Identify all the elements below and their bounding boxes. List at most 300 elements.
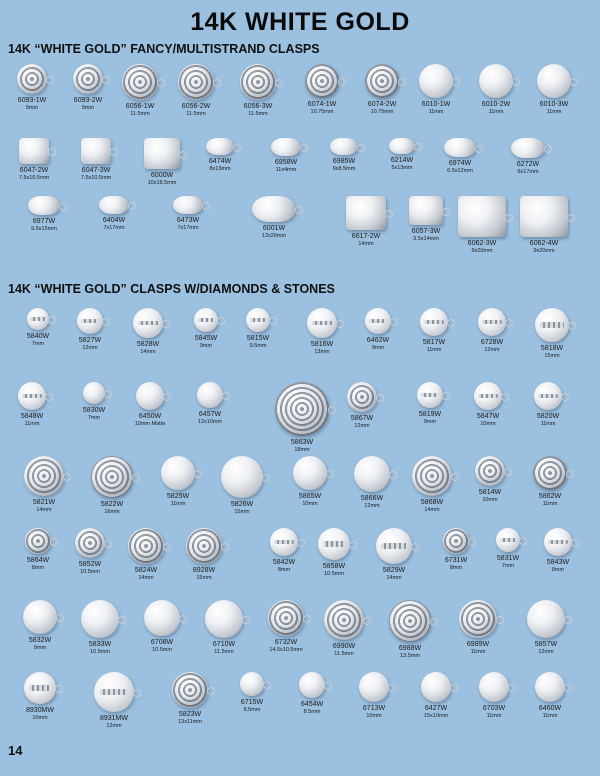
- product-size: 9mm: [33, 645, 47, 651]
- product-item: [514, 600, 578, 656]
- product-code: 5857W: [534, 641, 558, 648]
- product-size: 11mm: [24, 421, 40, 427]
- product-item: [270, 382, 334, 454]
- product-code: 6062-4W: [529, 240, 559, 247]
- section-title-diamond-clasps: 14K “WHITE GOLD” CLASPS W/DIAMONDS & STONES: [8, 282, 335, 296]
- clasp-image: [474, 382, 502, 410]
- product-item: [68, 600, 132, 656]
- product-size: 9mm: [81, 105, 95, 111]
- clasp-image: [25, 528, 51, 554]
- clasp-image: [144, 138, 180, 169]
- product-code: 5848W: [20, 413, 44, 420]
- clasp-image: [24, 456, 64, 496]
- product-size: 10x18.5mm: [147, 180, 177, 186]
- product-code: 6617-2W: [351, 233, 381, 240]
- clasp-image: [94, 672, 134, 712]
- product-code: 5830W: [82, 407, 106, 414]
- product-item: [446, 600, 510, 656]
- product-code: 6056-1W: [125, 103, 155, 110]
- product-code: 6047-3W: [81, 167, 111, 174]
- product-item: [82, 196, 146, 232]
- product-item: [108, 64, 172, 118]
- clasp-image: [389, 138, 415, 154]
- product-item: [12, 456, 76, 514]
- product-item: [496, 138, 560, 176]
- clasp-image: [544, 528, 572, 556]
- product-item: [404, 64, 468, 116]
- product-code: 6000W: [150, 172, 174, 179]
- product-code: 5832W: [28, 637, 52, 644]
- product-item: [164, 64, 228, 118]
- product-size: 11mm: [470, 649, 486, 655]
- product-item: [290, 308, 354, 356]
- clasp-image: [535, 308, 569, 342]
- product-item: [188, 138, 252, 173]
- product-size: 7x17mm: [177, 225, 199, 231]
- product-code: 6731W: [444, 557, 468, 564]
- product-code: 8928W: [192, 567, 216, 574]
- page-title: 14K WHITE GOLD: [190, 8, 410, 36]
- product-size: 7.5x10.5mm: [18, 175, 50, 181]
- product-size: 9.5mm: [249, 343, 267, 349]
- product-code: 6977W: [32, 218, 56, 225]
- product-item: [526, 528, 590, 574]
- clasp-image: [479, 64, 513, 98]
- clasp-image: [421, 672, 451, 702]
- product-code: 6074-1W: [307, 101, 337, 108]
- clasp-image: [511, 138, 545, 158]
- clasp-image: [458, 196, 506, 237]
- clasp-image: [144, 600, 180, 636]
- product-code: 5823W: [178, 711, 202, 718]
- product-size: 11.5mm: [186, 111, 206, 117]
- product-item: [80, 456, 144, 516]
- product-item: [428, 138, 492, 175]
- product-size: 7mm: [501, 563, 515, 569]
- product-code: 6462W: [366, 337, 390, 344]
- clasp-image: [28, 196, 60, 215]
- clasp-image: [535, 672, 565, 702]
- product-size: 6x8.5mm: [332, 166, 356, 172]
- product-size: 11x4mm: [275, 167, 297, 173]
- product-item: [242, 196, 306, 240]
- product-code: 6457W: [198, 411, 222, 418]
- clasp-image: [19, 138, 49, 164]
- clasp-image: [99, 196, 129, 214]
- product-item: [130, 600, 194, 654]
- product-code: 6074-2W: [367, 101, 397, 108]
- product-code: 6093-1W: [17, 97, 47, 104]
- product-code: 6450W: [138, 413, 162, 420]
- clasp-image: [221, 456, 263, 498]
- clasp-image: [478, 308, 506, 336]
- product-size: 10.5mm: [80, 569, 100, 575]
- product-code: 6728W: [480, 339, 504, 346]
- product-size: 12mm: [354, 423, 370, 429]
- product-size: 10.5mm: [90, 649, 110, 655]
- product-size: 14mm: [36, 507, 52, 513]
- product-code: 5858W: [322, 563, 346, 570]
- clasp-image: [77, 308, 103, 334]
- product-code: 6974W: [448, 160, 472, 167]
- product-code: 6713W: [362, 705, 386, 712]
- product-size: 12x10mm: [197, 419, 223, 425]
- product-item: [280, 672, 344, 716]
- product-item: [462, 672, 526, 720]
- product-item: [460, 308, 524, 354]
- product-item: [450, 196, 514, 255]
- clasp-image: [23, 600, 57, 634]
- clasp-image: [27, 308, 49, 330]
- product-item: [516, 382, 580, 428]
- product-size: 11mm: [540, 421, 556, 427]
- product-item: [254, 600, 318, 654]
- product-item: [226, 308, 290, 350]
- clasp-image: [419, 64, 453, 98]
- clasp-image: [268, 600, 304, 636]
- product-code: 6715W: [240, 699, 264, 706]
- product-size: 10.75mm: [370, 109, 394, 115]
- product-item: [2, 138, 66, 182]
- product-size: 13mm: [314, 349, 330, 355]
- product-item: [156, 196, 220, 232]
- product-item: [312, 600, 376, 658]
- product-item: [518, 456, 582, 508]
- clasp-image: [252, 196, 296, 222]
- product-size: 10.5mm: [324, 571, 344, 577]
- product-size: 11mm: [542, 501, 558, 507]
- product-size: 14mm: [140, 349, 156, 355]
- clasp-image: [128, 528, 164, 564]
- product-item: [330, 382, 394, 430]
- product-item: [0, 382, 64, 428]
- product-size: 8mm: [277, 567, 291, 573]
- clasp-image: [81, 138, 111, 164]
- product-code: 6703W: [482, 705, 506, 712]
- product-item: [130, 138, 194, 187]
- product-size: 6x17mm: [517, 169, 539, 175]
- clasp-image: [293, 456, 327, 490]
- product-code: 6958W: [274, 159, 298, 166]
- product-size: 14mm: [386, 575, 402, 581]
- product-code: 5814W: [478, 489, 502, 496]
- product-code: 6474W: [208, 158, 232, 165]
- product-code: 6988W: [398, 645, 422, 652]
- product-code: 6057-3W: [411, 228, 441, 235]
- product-code: 5864W: [26, 557, 50, 564]
- clasp-image: [161, 456, 195, 490]
- product-code: 5816W: [310, 341, 334, 348]
- clasp-image: [81, 600, 119, 638]
- product-size: 15mm: [196, 575, 212, 581]
- product-code: 6056-2W: [181, 103, 211, 110]
- clasp-image: [346, 196, 386, 230]
- product-size: 12mm: [484, 347, 500, 353]
- product-item: [458, 456, 522, 504]
- product-code: 8931MW: [99, 715, 128, 722]
- product-code: 6989W: [466, 641, 490, 648]
- clasp-image: [240, 64, 276, 100]
- product-item: [402, 308, 466, 354]
- clasp-image: [197, 382, 223, 408]
- product-size: 14.5x10.5mm: [269, 647, 303, 653]
- product-code: 5831W: [496, 555, 520, 562]
- clasp-image: [330, 138, 358, 155]
- product-item: [158, 672, 222, 726]
- product-code: 5819W: [418, 411, 442, 418]
- product-code: 6047-2W: [19, 167, 49, 174]
- product-item: [278, 456, 342, 508]
- product-code: 6710W: [212, 641, 236, 648]
- clasp-image: [365, 64, 399, 98]
- clasp-image: [537, 64, 571, 98]
- product-item: [518, 672, 582, 720]
- product-size: 15mm: [234, 509, 250, 515]
- product-code: 6990W: [332, 643, 356, 650]
- product-item: [8, 672, 72, 722]
- product-size: 7mm: [87, 415, 101, 421]
- product-size: 9.5x15mm: [31, 226, 57, 232]
- product-size: 7.5x10.5mm: [80, 175, 112, 181]
- product-item: [220, 672, 284, 714]
- product-code: 6272W: [516, 161, 540, 168]
- product-code: 5862W: [538, 493, 562, 500]
- product-size: 10mm: [480, 421, 496, 427]
- product-size: 9mm: [371, 345, 385, 351]
- product-size: 14mm: [138, 575, 154, 581]
- product-code: 6214W: [390, 157, 414, 164]
- clasp-image: [527, 600, 565, 638]
- product-item: [456, 382, 520, 428]
- product-item: [254, 138, 318, 174]
- product-item: [210, 456, 274, 516]
- clasp-image: [271, 138, 301, 156]
- clasp-image: [246, 308, 270, 332]
- product-item: [340, 456, 404, 510]
- clasp-image: [354, 456, 390, 492]
- product-code: 6010-2W: [481, 101, 511, 108]
- product-code: 5847W: [476, 413, 500, 420]
- clasp-image: [206, 138, 234, 155]
- product-size: 18mm: [294, 447, 310, 453]
- product-code: 5821W: [32, 499, 56, 506]
- product-size: 9mm: [25, 105, 39, 111]
- clasp-image: [444, 138, 476, 157]
- product-item: [512, 196, 576, 255]
- product-code: 5845W: [194, 335, 218, 342]
- product-size: 9mm: [199, 343, 213, 349]
- clasp-image: [347, 382, 377, 412]
- clasp-image: [420, 308, 448, 336]
- product-size: 13x11mm: [178, 719, 202, 725]
- product-code: 6001W: [262, 225, 286, 232]
- product-size: 10.75mm: [310, 109, 334, 115]
- product-item: [290, 64, 354, 116]
- clasp-image: [172, 672, 208, 708]
- product-size: 11mm: [426, 347, 442, 353]
- clasp-image: [459, 600, 497, 638]
- product-item: [394, 196, 458, 243]
- product-code: 6062-3W: [467, 240, 497, 247]
- product-code: 5828W: [136, 341, 160, 348]
- clasp-image: [307, 308, 337, 338]
- product-size: 5x13mm: [391, 165, 413, 171]
- product-item: [398, 382, 462, 426]
- product-code: 5825W: [166, 493, 190, 500]
- product-size: 10mm: [482, 497, 498, 503]
- product-size: 10.5mm: [152, 647, 172, 653]
- product-item: [464, 64, 528, 116]
- clasp-image: [376, 528, 412, 564]
- product-size: 10mm: [366, 713, 382, 719]
- clasp-image: [205, 600, 243, 638]
- clasp-image: [240, 672, 264, 696]
- product-item: [82, 672, 146, 730]
- product-item: [346, 308, 410, 352]
- clasp-image: [17, 64, 47, 94]
- clasp-image: [133, 308, 163, 338]
- product-item: [118, 382, 182, 428]
- clasp-image: [443, 528, 469, 554]
- product-code: 6985W: [332, 158, 356, 165]
- product-size: 11.5mm: [130, 111, 150, 117]
- product-size: 10mm Matte: [134, 421, 166, 427]
- product-size: 9x20mm: [533, 248, 555, 254]
- product-code: 5827W: [78, 337, 102, 344]
- clasp-image: [24, 672, 56, 704]
- product-item: [58, 528, 122, 576]
- clasp-image: [475, 456, 505, 486]
- product-code: 6010-1W: [421, 101, 451, 108]
- product-item: [178, 382, 242, 426]
- product-size: 11.5mm: [334, 651, 354, 657]
- clasp-image: [365, 308, 391, 334]
- clasp-image: [75, 528, 105, 558]
- product-item: [172, 528, 236, 582]
- product-code: 5852W: [78, 561, 102, 568]
- product-code: 5866W: [360, 495, 384, 502]
- product-item: [404, 672, 468, 720]
- product-size: 7mm: [31, 341, 45, 347]
- product-size: 9x20mm: [471, 248, 493, 254]
- product-code: 5842W: [272, 559, 296, 566]
- product-item: [116, 308, 180, 356]
- product-size: 11mm: [488, 109, 504, 115]
- product-size: 8x13mm: [209, 166, 231, 172]
- product-item: [226, 64, 290, 118]
- clasp-image: [73, 64, 103, 94]
- product-size: 12x26mm: [261, 233, 287, 239]
- product-code: 5815W: [246, 335, 270, 342]
- product-code: 5843W: [546, 559, 570, 566]
- product-size: 8mm: [551, 567, 565, 573]
- product-size: 16mm: [104, 509, 120, 515]
- clasp-image: [496, 528, 520, 552]
- clasp-image: [122, 64, 158, 100]
- product-code: 5865W: [298, 493, 322, 500]
- product-item: [58, 308, 122, 352]
- clasp-image: [186, 528, 222, 564]
- product-item: [192, 600, 256, 656]
- product-size: 12mm: [538, 649, 554, 655]
- product-item: [0, 64, 64, 112]
- product-code: 6056-3W: [243, 103, 273, 110]
- product-size: 11mm: [170, 501, 186, 507]
- clasp-image: [520, 196, 568, 237]
- product-item: [334, 196, 398, 248]
- clasp-image: [91, 456, 133, 498]
- product-size: 12mm: [106, 723, 122, 729]
- clasp-image: [318, 528, 350, 560]
- product-code: 5867W: [350, 415, 374, 422]
- product-size: 11mm: [542, 713, 558, 719]
- product-size: 10mm: [302, 501, 318, 507]
- page-number: 14: [8, 743, 23, 758]
- product-item: [312, 138, 376, 173]
- product-code: 5840W: [26, 333, 50, 340]
- product-code: 6708W: [150, 639, 174, 646]
- product-code: 6427W: [424, 705, 448, 712]
- section-title-fancy-clasps: 14K “WHITE GOLD” FANCY/MULTISTRAND CLASPS: [8, 42, 320, 56]
- clasp-image: [173, 196, 203, 214]
- product-item: [342, 672, 406, 720]
- clasp-image: [534, 382, 562, 410]
- product-code: 5826W: [230, 501, 254, 508]
- clasp-image: [417, 382, 443, 408]
- product-size: 6.5x12mm: [447, 168, 473, 174]
- product-code: 6404W: [102, 217, 126, 224]
- product-size: 15mm: [544, 353, 560, 359]
- product-size: 14mm: [358, 241, 374, 247]
- product-code: 5820W: [536, 413, 560, 420]
- product-item: [114, 528, 178, 582]
- product-code: 6732W: [274, 639, 298, 646]
- product-size: 10mm: [32, 715, 48, 721]
- product-size: 12mm: [82, 345, 98, 351]
- product-size: 8mm: [449, 565, 463, 571]
- product-item: [400, 456, 464, 514]
- product-item: [302, 528, 366, 578]
- product-item: [370, 138, 434, 172]
- product-code: 6454W: [300, 701, 324, 708]
- clasp-image: [412, 456, 452, 496]
- product-code: 5868W: [420, 499, 444, 506]
- product-size: 11.5mm: [248, 111, 268, 117]
- clasp-image: [194, 308, 218, 332]
- product-size: 11mm: [428, 109, 444, 115]
- product-size: 15x10mm: [423, 713, 449, 719]
- clasp-image: [136, 382, 164, 410]
- product-size: 3.5x14mm: [413, 236, 439, 242]
- product-code: 5829W: [382, 567, 406, 574]
- product-item: [146, 456, 210, 508]
- product-size: 9mm: [423, 419, 437, 425]
- clasp-image: [83, 382, 105, 404]
- clasp-image: [389, 600, 431, 642]
- product-item: [522, 64, 586, 116]
- product-code: 5863W: [290, 439, 314, 446]
- product-item: [64, 138, 128, 182]
- product-size: 8.5mm: [303, 709, 321, 715]
- product-item: [378, 600, 442, 660]
- product-size: 12mm: [364, 503, 380, 509]
- clasp-image: [533, 456, 567, 490]
- product-item: [362, 528, 426, 582]
- clasp-image: [178, 64, 214, 100]
- clasp-image: [479, 672, 509, 702]
- product-size: 8mm: [31, 565, 45, 571]
- product-size: 11.5mm: [214, 649, 234, 655]
